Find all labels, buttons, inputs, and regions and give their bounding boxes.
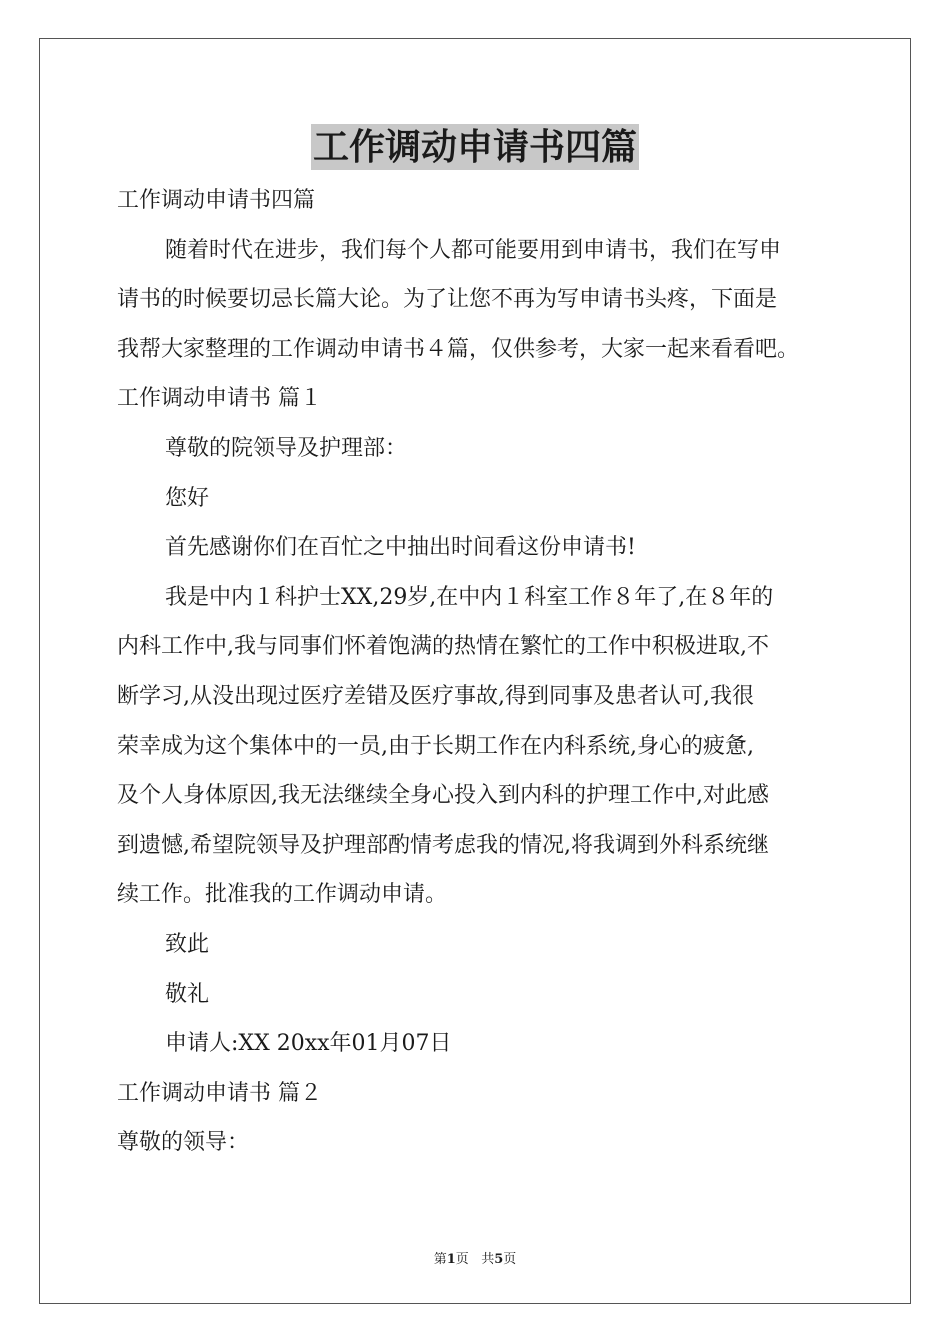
footer-prefix: 第 (433, 1252, 447, 1267)
intro-line: 我帮大家整理的工作调动申请书４篇，仅供参考，大家一起来看看吧。 (117, 336, 800, 362)
intro-line: 随着时代在进步，我们每个人都可能要用到申请书，我们在写申 (165, 237, 782, 263)
section-heading: 工作调动申请书 篇２ (117, 1080, 322, 1106)
total-pages: 5 (494, 1252, 504, 1267)
section-heading: 工作调动申请书 篇１ (117, 386, 322, 412)
document-title: 工作调动申请书四篇 (312, 126, 637, 168)
footer-suffix: 页 (503, 1252, 517, 1267)
subtitle: 工作调动申请书四篇 (117, 188, 316, 213)
thanks-line: 首先感谢你们在百忙之中抽出时间看这份申请书! (165, 535, 636, 561)
body-line: 断学习,从没出现过医疗差错及医疗事故,得到同事及患者认可,我很 (117, 683, 754, 709)
document-body (117, 176, 837, 1168)
page-footer (0, 1248, 950, 1267)
title-container (0, 124, 950, 170)
closing-line: 敬礼 (165, 981, 210, 1007)
body-line: 荣幸成为这个集体中的一员,由于长期工作在内科系统,身心的疲惫, (117, 733, 754, 759)
body-line: 内科工作中,我与同事们怀着饱满的热情在繁忙的工作中积极进取,不 (117, 634, 769, 660)
body-line: 我是中内１科护士XX,29岁,在中内１科室工作８年了,在８年的 (165, 584, 774, 610)
body-line: 到遗憾,希望院领导及护理部酌情考虑我的情况,将我调到外科系统继 (117, 832, 769, 858)
greeting: 您好 (165, 485, 210, 511)
signature-line: 申请人:XX 20xx年01月07日 (165, 1031, 452, 1057)
salutation: 尊敬的领导： (117, 1130, 250, 1156)
page-number: 1 (446, 1252, 456, 1267)
salutation: 尊敬的院领导及护理部： (165, 435, 408, 461)
closing-line: 致此 (165, 931, 210, 957)
body-line: 续工作。批准我的工作调动申请。 (117, 882, 448, 908)
body-line: 及个人身体原因,我无法继续全身心投入到内科的护理工作中,对此感 (117, 783, 769, 809)
footer-middle: 页 共 (455, 1252, 495, 1267)
intro-line: 请书的时候要切忌长篇大论。为了让您不再为写申请书头疼，下面是 (117, 287, 778, 313)
